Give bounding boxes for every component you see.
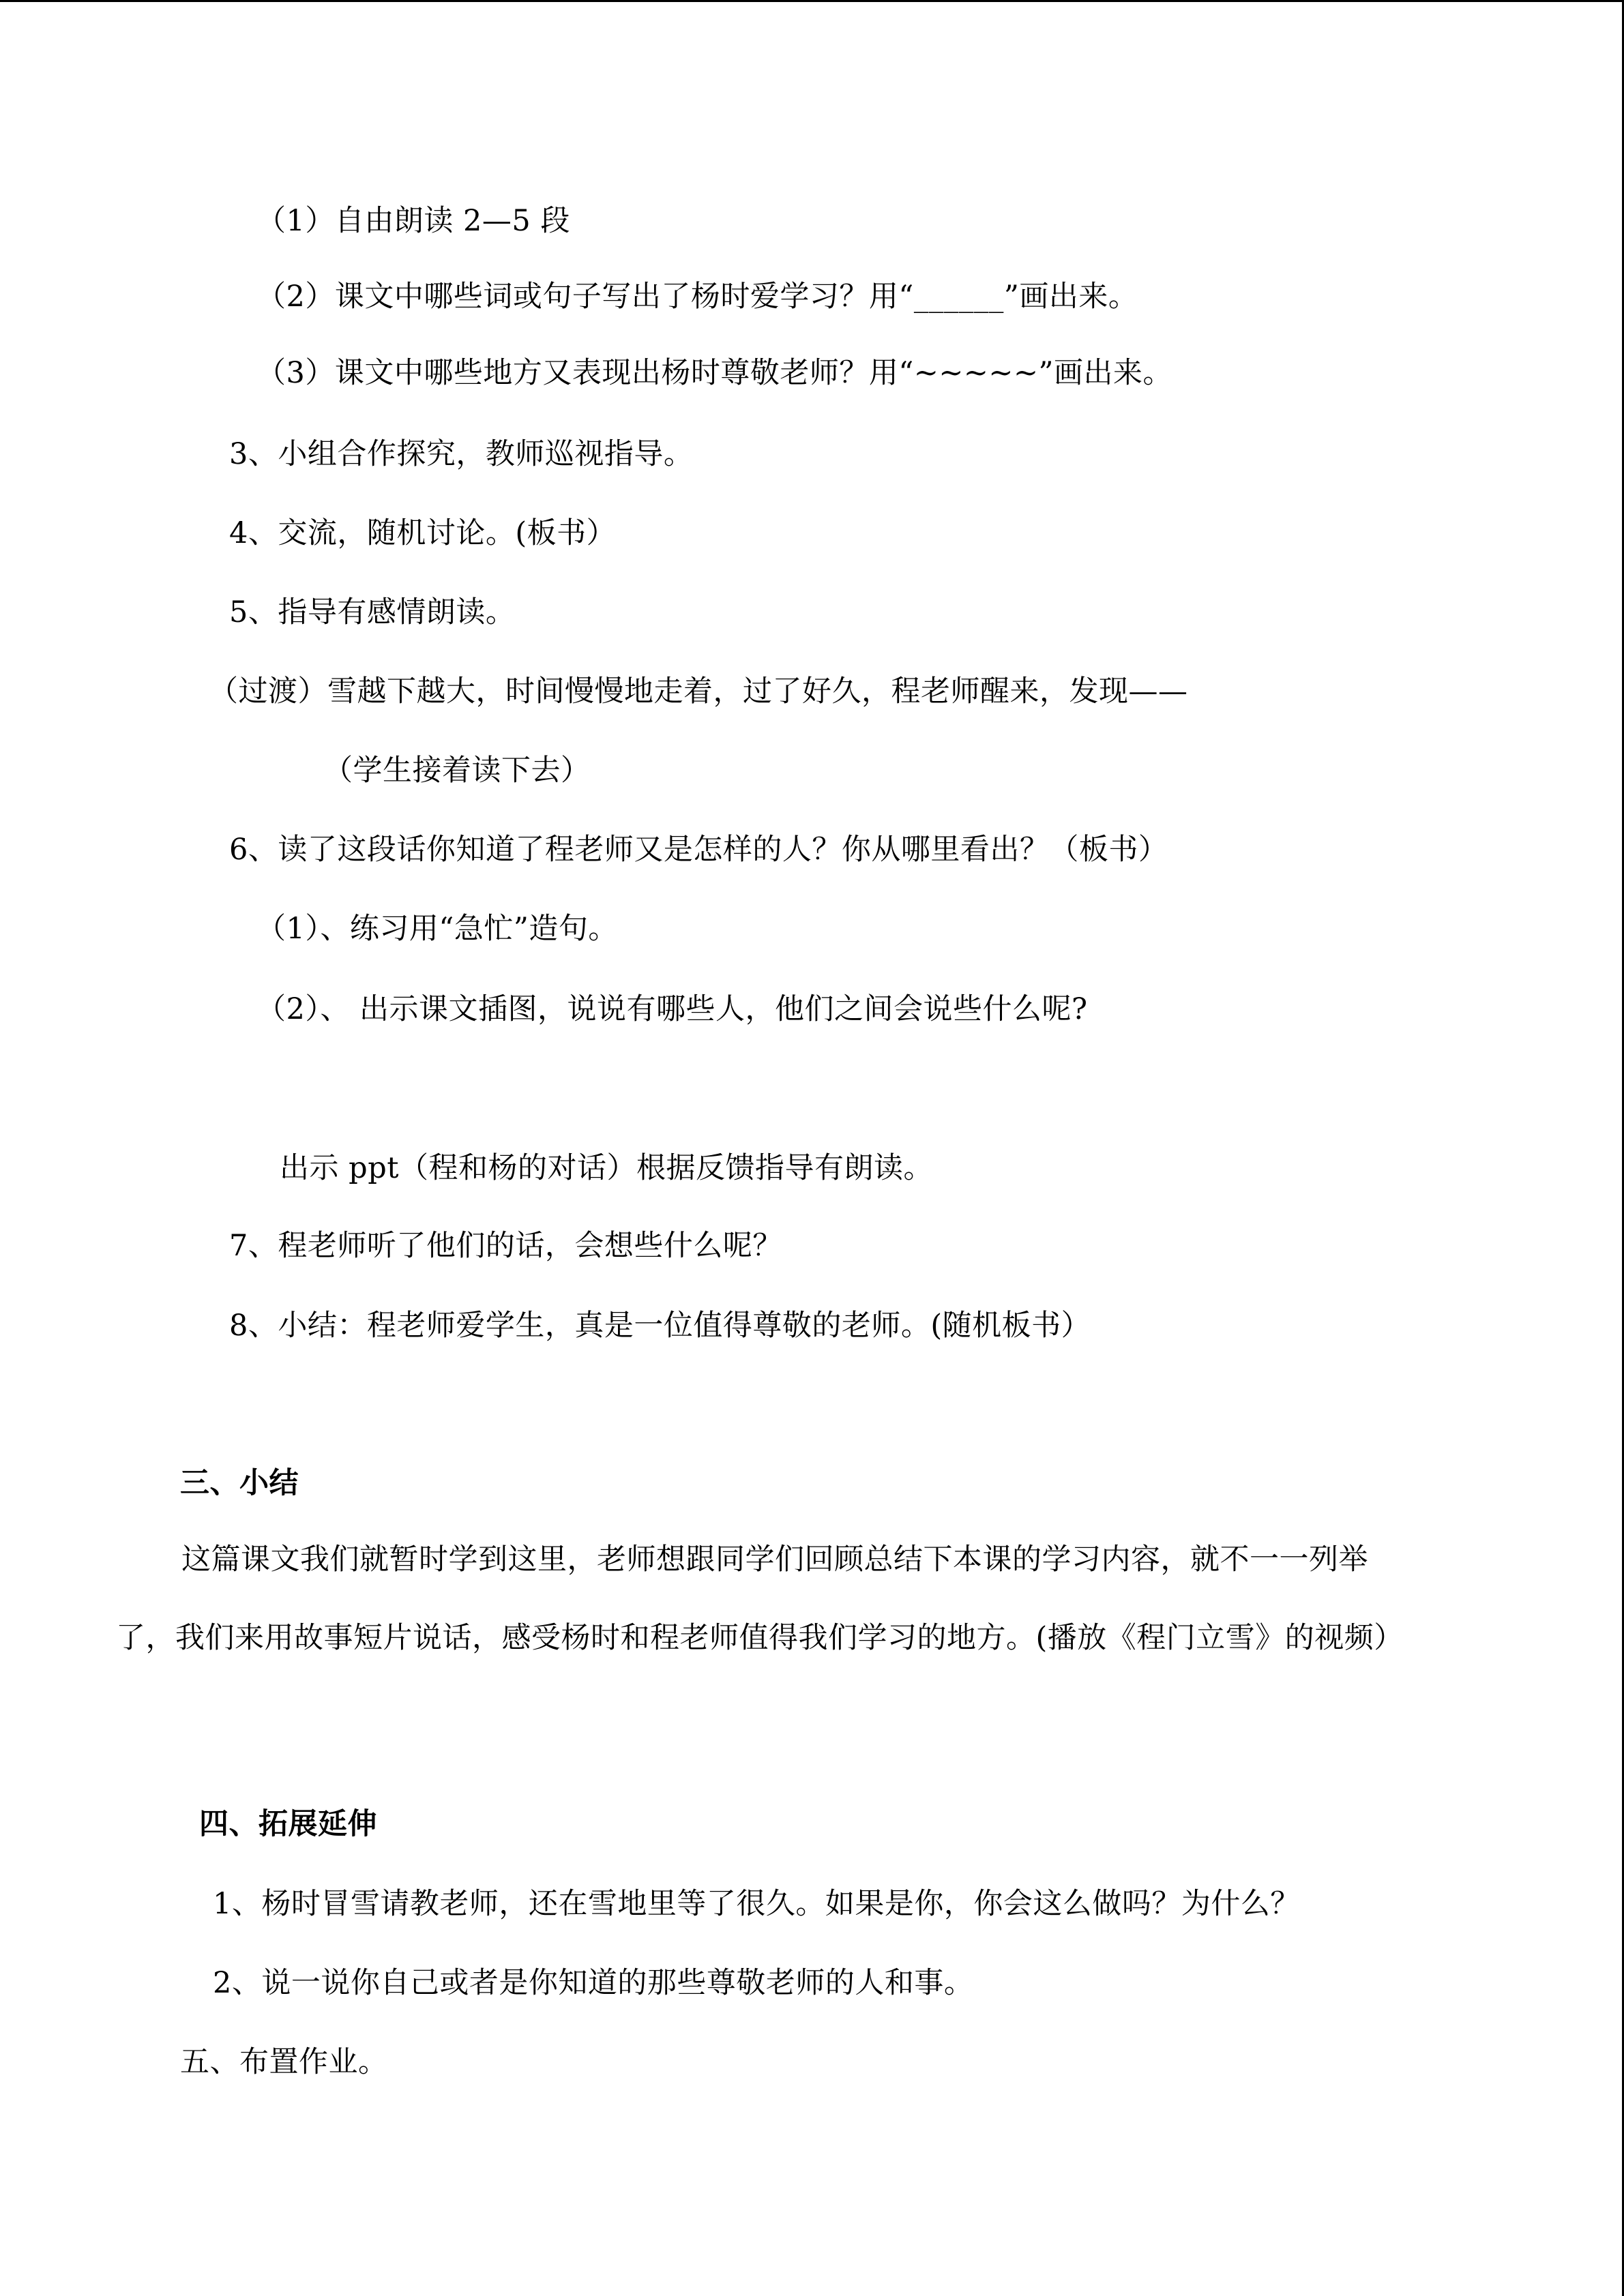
text-line: 出示 ppt（程和杨的对话）根据反馈指导有朗读。 (280, 1151, 933, 1185)
section-heading-extension: 四、拓展延伸 (199, 1807, 377, 1841)
text-line: （2）、 出示课文插图，说说有哪些人，他们之间会说些什么呢? (256, 992, 1088, 1026)
text-line: （1）自由朗读 2—5 段 (256, 204, 570, 238)
summary-paragraph (116, 1521, 1426, 1678)
section-heading-summary: 三、小结 (180, 1466, 299, 1500)
summary-paragraph-text: 这篇课文我们就暂时学到这里，老师想跟同学们回顾总结下本课的学习内容，就不一一列举了，我们来用故事短片说话，感受杨时和程老师值得我们学习的地方。(播放《程门立雪》的视频） (116, 1542, 1404, 1655)
extension-item: 2、说一说你自己或者是你知道的那些尊敬老师的人和事。 (213, 1966, 974, 2000)
page-border-top (0, 0, 1624, 2)
text-line: （过渡）雪越下越大，时间慢慢地走着，过了好久，程老师醒来，发现—— (209, 674, 1188, 709)
text-line: 6、读了这段话你知道了程老师又是怎样的人？你从哪里看出？（板书） (229, 833, 1168, 867)
text-line: （1）、练习用“急忙”造句。 (256, 912, 618, 946)
text-line: （学生接着读下去） (323, 754, 591, 788)
text-line: 3、小组合作探究，教师巡视指导。 (229, 437, 694, 471)
text-line: 8、小结：程老师爱学生，真是一位值得尊敬的老师。(随机板书） (229, 1309, 1091, 1343)
extension-item: 1、杨时冒雪请教老师，还在雪地里等了很久。如果是你，你会这么做吗？为什么？ (213, 1887, 1300, 1921)
text-line: 5、指导有感情朗读。 (229, 595, 516, 629)
text-line: （2）课文中哪些词或句子写出了杨时爱学习？用“______”画出来。 (256, 280, 1138, 314)
section-heading-homework: 五、布置作业。 (180, 2045, 388, 2079)
text-line: （3）课文中哪些地方又表现出杨时尊敬老师？用“~~~~~”画出来。 (256, 356, 1172, 390)
text-line: 4、交流，随机讨论。(板书） (229, 516, 617, 550)
text-line: 7、程老师听了他们的话，会想些什么呢？ (229, 1229, 782, 1263)
